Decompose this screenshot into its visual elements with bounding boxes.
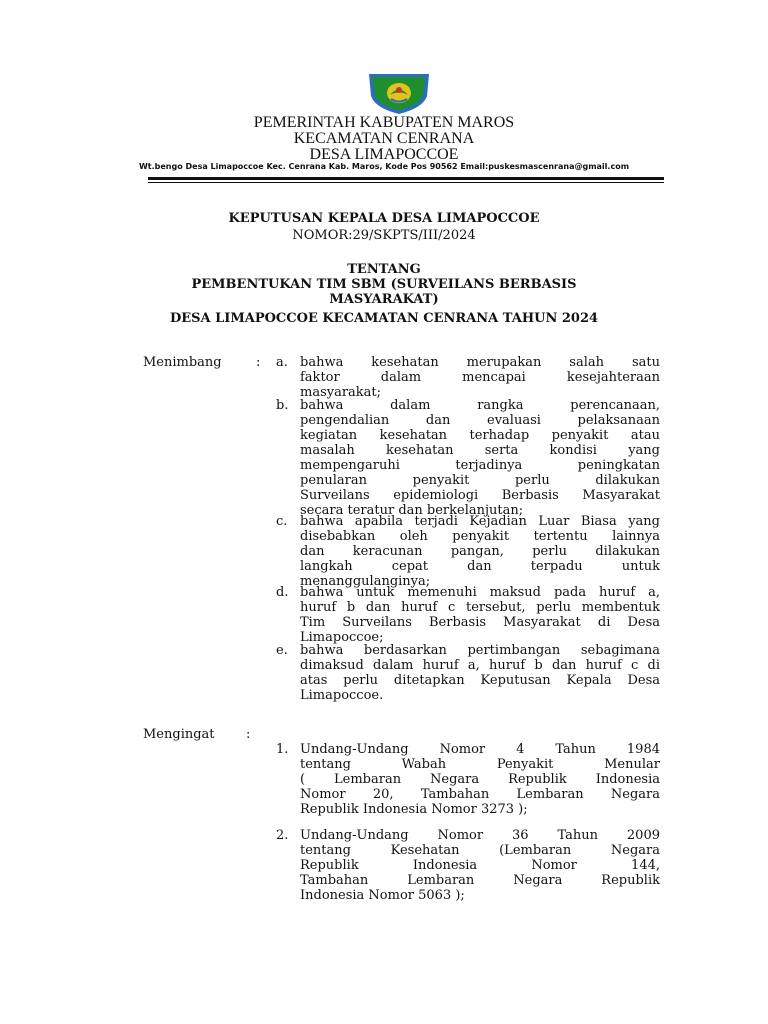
text-line: secara teratur dan berkelanjutan; xyxy=(300,503,524,518)
text-line: tentang Kesehatan (Lembaran Negara xyxy=(300,843,660,858)
header-district: KECAMATAN CENRANA xyxy=(293,130,475,147)
decree-subject-line-3: DESA LIMAPOCCOE KECAMATAN CENRANA TAHUN 2024 xyxy=(169,311,599,326)
mengingat-colon: : xyxy=(246,727,251,742)
decree-subject-line-2: MASYARAKAT) xyxy=(329,292,439,307)
menimbang-marker-e: e. xyxy=(276,643,288,658)
decree-subject-line-1: PEMBENTUKAN TIM SBM (SURVEILANS BERBASIS xyxy=(191,277,577,292)
menimbang-marker-a: a. xyxy=(276,355,288,370)
text-line: dimaksud dalam huruf a, huruf b dan huruf c di xyxy=(300,658,660,673)
text-line: masalah kesehatan serta kondisi yang xyxy=(300,443,660,458)
text-line: bahwa apabila terjadi Kejadian Luar Biasa yang xyxy=(300,514,660,529)
text-line: bahwa berdasarkan pertimbangan sebagimana xyxy=(300,643,660,658)
text-line: Surveilans epidemiologi Berbasis Masyarakat xyxy=(300,488,660,503)
menimbang-item-d xyxy=(300,585,660,645)
mengingat-item-1 xyxy=(300,742,660,817)
menimbang-item-c xyxy=(300,514,660,589)
text-line: mempengaruhi terjadinya peningkatan xyxy=(300,458,660,473)
menimbang-item-e xyxy=(300,643,660,703)
text-line: huruf b dan huruf c tersebut, perlu membentuk xyxy=(300,600,660,615)
text-line: Republik Indonesia Nomor 3273 ); xyxy=(300,802,528,817)
header-village: DESA LIMAPOCCOE xyxy=(309,146,459,163)
text-line: bahwa dalam rangka perencanaan, xyxy=(300,398,660,413)
header-government: PEMERINTAH KABUPATEN MAROS xyxy=(253,114,515,131)
text-line: faktor dalam mencapai kesejahteraan xyxy=(300,370,660,385)
text-line: disebabkan oleh penyakit tertentu lainnya xyxy=(300,529,660,544)
text-line: bahwa untuk memenuhi maksud pada huruf a, xyxy=(300,585,660,600)
mengingat-item-2 xyxy=(300,828,660,903)
menimbang-marker-c: c. xyxy=(276,514,288,529)
header-divider-thick xyxy=(148,177,664,180)
decree-title: KEPUTUSAN KEPALA DESA LIMAPOCCOE xyxy=(228,211,540,226)
decree-about: TENTANG xyxy=(347,262,421,277)
mengingat-label: Mengingat xyxy=(143,727,215,742)
menimbang-colon: : xyxy=(256,355,261,370)
mengingat-marker-2: 2. xyxy=(276,828,289,843)
text-line: Limapoccoe. xyxy=(300,688,384,703)
header-address: Wt.bengo Desa Limapoccoe Kec. Cenrana Kab. Maros, Kode Pos 90562 Email:puskesmascenrana@gmail.com xyxy=(138,162,630,171)
decree-number: NOMOR:29/SKPTS/III/2024 xyxy=(292,228,476,243)
header-divider-thin xyxy=(148,182,664,183)
menimbang-item-b xyxy=(300,398,660,518)
text-line: atas perlu ditetapkan Keputusan Kepala Desa xyxy=(300,673,660,688)
menimbang-marker-b: b. xyxy=(276,398,289,413)
text-line: Nomor 20, Tambahan Lembaran Negara xyxy=(300,787,660,802)
text-line: penularan penyakit perlu dilakukan xyxy=(300,473,660,488)
text-line: langkah cepat dan terpadu untuk xyxy=(300,559,660,574)
text-line: Republik Indonesia Nomor 144, xyxy=(300,858,660,873)
text-line: Limapoccoe; xyxy=(300,630,384,645)
text-line: masyarakat; xyxy=(300,385,382,400)
text-line: Indonesia Nomor 5063 ); xyxy=(300,888,465,903)
text-line: Undang-Undang Nomor 36 Tahun 2009 xyxy=(300,828,660,843)
mengingat-marker-1: 1. xyxy=(276,742,289,757)
text-line: tentang Wabah Penyakit Menular xyxy=(300,757,660,772)
menimbang-item-a xyxy=(300,355,660,400)
text-line: ( Lembaran Negara Republik Indonesia xyxy=(300,772,660,787)
text-line: Tim Surveilans Berbasis Masyarakat di Desa xyxy=(300,615,660,630)
maros-regency-logo xyxy=(365,70,433,116)
text-line: dan keracunan pangan, perlu dilakukan xyxy=(300,544,660,559)
menimbang-label: Menimbang xyxy=(143,355,222,370)
text-line: Undang-Undang Nomor 4 Tahun 1984 xyxy=(300,742,660,757)
text-line: kegiatan kesehatan terhadap penyakit atau xyxy=(300,428,660,443)
text-line: Tambahan Lembaran Negara Republik xyxy=(300,873,660,888)
text-line: pengendalian dan evaluasi pelaksanaan xyxy=(300,413,660,428)
text-line: bahwa kesehatan merupakan salah satu xyxy=(300,355,660,370)
text-line: menanggulanginya; xyxy=(300,574,431,589)
menimbang-marker-d: d. xyxy=(276,585,289,600)
